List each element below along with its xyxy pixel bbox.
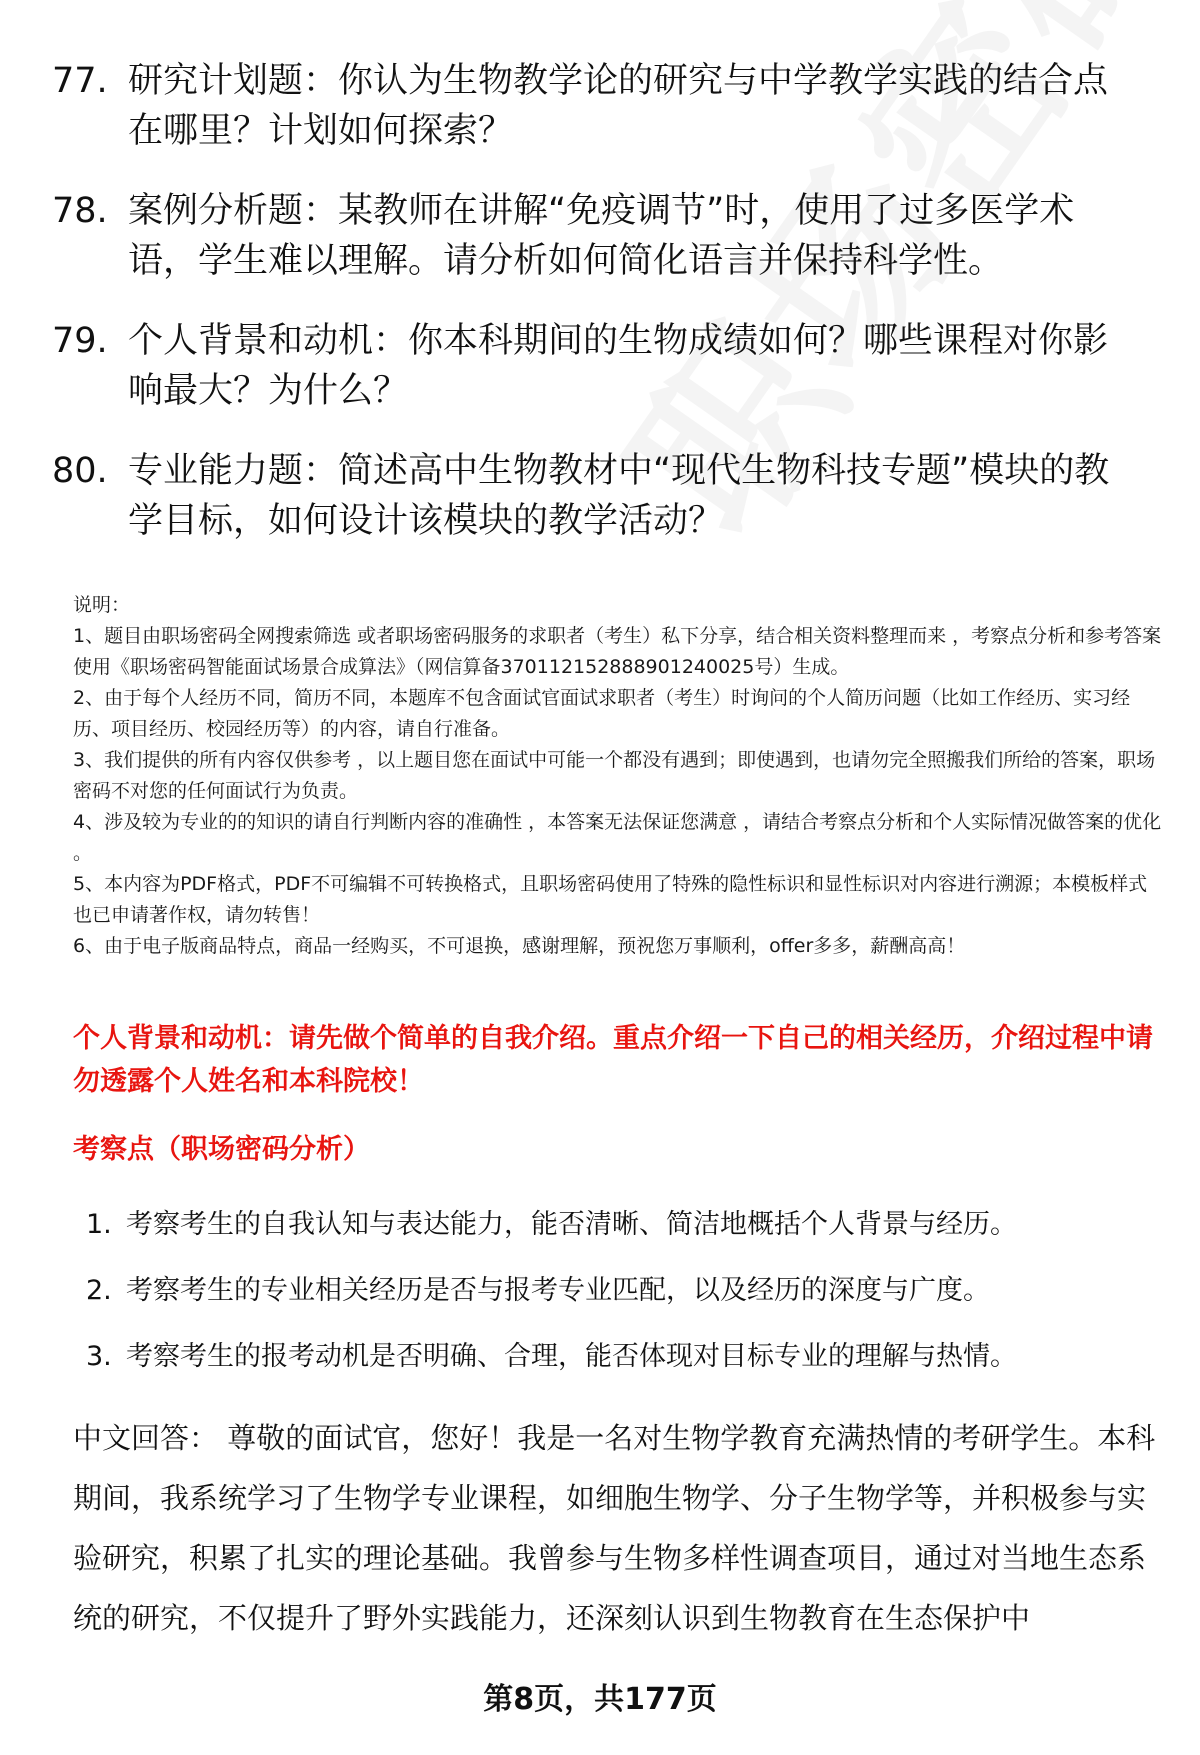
question-item — [52, 186, 1152, 286]
page-footer: 第8页，共177页 — [483, 1682, 717, 1717]
question-item — [52, 56, 1152, 156]
point-number: 2. — [86, 1275, 112, 1306]
assessment-heading: 考察点（职场密码分析） — [73, 1134, 370, 1165]
question-number: 78. — [52, 191, 108, 231]
point-number: 1. — [86, 1209, 112, 1240]
note-item: 1、题目由职场密码全网搜索筛选 或者职场密码服务的求职者（考生）私下分享，结合相关资料整理而来 ，考察点分析和参考答案使用《职场密码智能面试场景合成算法》（网信算备370112152888901240025号）生成。 — [73, 625, 1162, 678]
question-text: 个人背景和动机：你本科期间的生物成绩如何？哪些课程对你影响最大？为什么？ — [128, 321, 1109, 411]
question-item — [52, 316, 1152, 416]
assessment-point — [86, 1271, 1166, 1311]
note-item: 3、我们提供的所有内容仅供参考 ，以上题目您在面试中可能一个都没有遇到；即使遇到，也请勿完全照搬我们所给的答案，职场密码不对您的任何面试行为负责。 — [73, 749, 1156, 802]
point-text: 考察考生的专业相关经历是否与报考专业匹配，以及经历的深度与广度。 — [126, 1275, 990, 1306]
highlight-question: 个人背景和动机：请先做个简单的自我介绍。重点介绍一下自己的相关经历，介绍过程中请勿透露个人姓名和本科院校！ — [73, 1023, 1153, 1097]
notes-title: 说明： — [73, 594, 131, 616]
note-item: 5、本内容为PDF格式，PDF不可编辑不可转换格式，且职场密码使用了特殊的隐性标识和显性标识对内容进行溯源；本模板样式也已申请著作权，请勿转售！ — [73, 873, 1148, 926]
question-number: 79. — [52, 321, 108, 361]
note-item: 2、由于每个人经历不同，简历不同，本题库不包含面试官面试求职者（考生）时询问的个人简历问题（比如工作经历、实习经历、项目经历、校园经历等）的内容，请自行准备。 — [73, 687, 1131, 740]
point-text: 考察考生的自我认知与表达能力，能否清晰、简洁地概括个人背景与经历。 — [126, 1209, 1017, 1240]
question-text: 研究计划题：你认为生物教学论的研究与中学教学实践的结合点在哪里？计划如何探索？ — [128, 61, 1109, 151]
question-list — [52, 56, 1152, 576]
answer-paragraph: 中文回答： 尊敬的面试官，您好！我是一名对生物学教育充满热情的考研学生。本科期间，我系统学习了生物学专业课程，如细胞生物学、分子生物学等，并积极参与实验研究，积累了扎实的理论基础。我曾参与生物多样性调查项目，通过对当地生态系统的研究，不仅提升了野外实践能力，还深刻认识到生物教育在生态保护中 — [73, 1421, 1156, 1635]
note-item: 6、由于电子版商品特点，商品一经购买，不可退换，感谢理解，预祝您万事顺利，offer多多，薪酬高高！ — [73, 935, 966, 957]
point-text: 考察考生的报考动机是否明确、合理，能否体现对目标专业的理解与热情。 — [126, 1341, 1017, 1372]
question-number: 80. — [52, 451, 108, 491]
notes-section — [73, 590, 1163, 962]
question-item — [52, 446, 1152, 546]
point-number: 3. — [86, 1341, 112, 1372]
assessment-points — [86, 1205, 1166, 1403]
question-number: 77. — [52, 61, 108, 101]
assessment-point — [86, 1337, 1166, 1377]
note-item: 4、涉及较为专业的的知识的请自行判断内容的准确性 ，本答案无法保证您满意 ，请结合考察点分析和个人实际情况做答案的优化 。 — [73, 811, 1162, 864]
assessment-point — [86, 1205, 1166, 1245]
question-text: 专业能力题：简述高中生物教材中“现代生物科技专题”模块的教学目标，如何设计该模块的教学活动？ — [128, 451, 1110, 541]
question-text: 案例分析题：某教师在讲解“免疫调节”时，使用了过多医学术语，学生难以理解。请分析如何简化语言并保持科学性。 — [128, 191, 1075, 281]
